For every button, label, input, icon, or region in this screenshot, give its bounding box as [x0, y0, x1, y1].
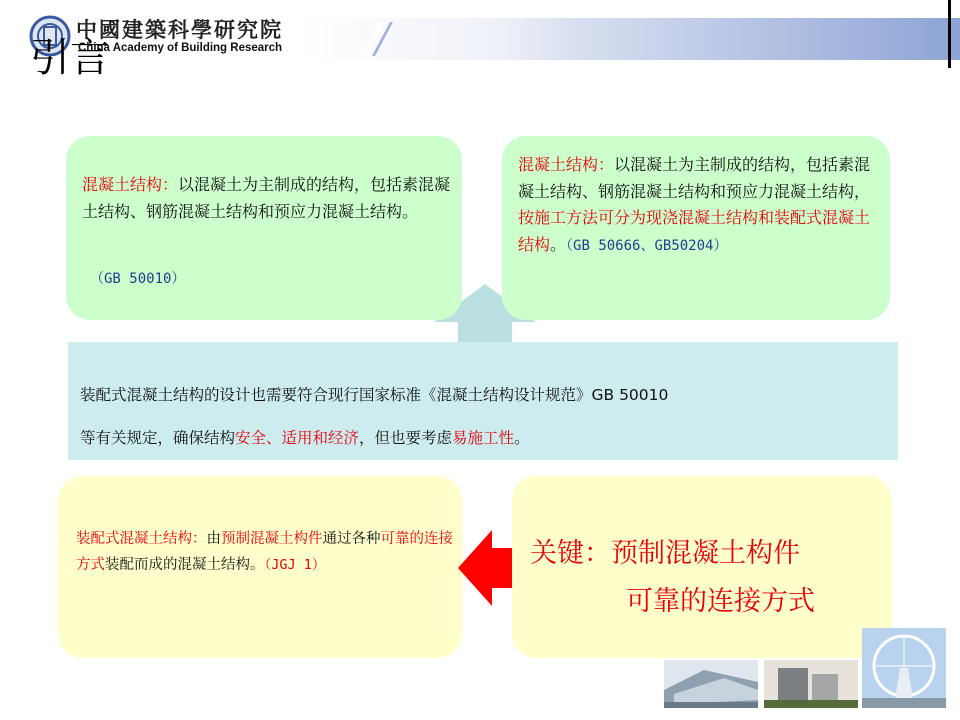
page-title: 引言 [30, 35, 110, 81]
definition-body: 以混凝土为主制成的结构，包括素混凝土结构、钢筋混凝土结构和预应力混凝土结构。 [82, 175, 451, 221]
definition-text-gb50666 [518, 152, 880, 259]
line2-suffix: 。 [514, 429, 530, 447]
line2-prefix: 等有关规定，确保结构 [80, 429, 236, 447]
highlight-constructability: 易施工性 [452, 429, 515, 447]
design-requirement-text [80, 374, 892, 460]
building-photo-2 [764, 660, 858, 708]
mid-text: 通过各种 [322, 531, 381, 547]
requirement-line-1: 装配式混凝土结构的设计也需要符合现行国家标准《混凝土结构设计规范》GB 50010 [80, 386, 669, 404]
definition-text-gb50010 [82, 172, 454, 225]
highlight-safety: 安全、适用和经济 [235, 429, 360, 447]
building-photo-1 [664, 660, 758, 708]
definition-text-jgj1 [76, 526, 460, 578]
key-line-1: 关键：预制混凝土构件 [530, 538, 800, 569]
org-name-english: China Academy of Building Research [78, 42, 283, 54]
line2-middle: ，但也要考虑 [359, 429, 453, 447]
term-label: 混凝土结构： [518, 155, 615, 174]
standard-reference: （JGJ 1） [264, 557, 326, 573]
org-name-chinese: 中國建築科學研究院 [76, 17, 283, 42]
highlight-precast-members: 预制混凝土构件 [221, 531, 323, 547]
prefix-text: 由 [206, 531, 221, 547]
period: 。 [550, 234, 567, 254]
suffix-text: 装配而成的混凝土结构。 [105, 557, 265, 573]
standard-reference: （GB 50666、GB50204） [566, 237, 728, 254]
term-label: 混凝土结构： [82, 175, 179, 194]
standard-reference: （GB 50010） [90, 271, 186, 287]
highlight-text: 按施工方法可分为现浇混凝土结构和装配式混凝土结构 [518, 208, 871, 254]
key-point-text [530, 530, 815, 626]
key-line-2: 可靠的连接方式 [626, 586, 815, 617]
term-label: 装配式混凝土结构： [76, 531, 207, 547]
ferris-wheel-photo [862, 628, 946, 708]
edge-divider [948, 0, 951, 68]
highlight-connection: 可靠的连接方式 [76, 531, 453, 573]
definition-body: 以混凝土为主制成的结构，包括素混凝土结构、钢筋混凝土结构和预应力混凝土结构， [518, 155, 871, 201]
requirement-line-2 [80, 417, 892, 460]
left-arrow-icon [456, 526, 518, 610]
